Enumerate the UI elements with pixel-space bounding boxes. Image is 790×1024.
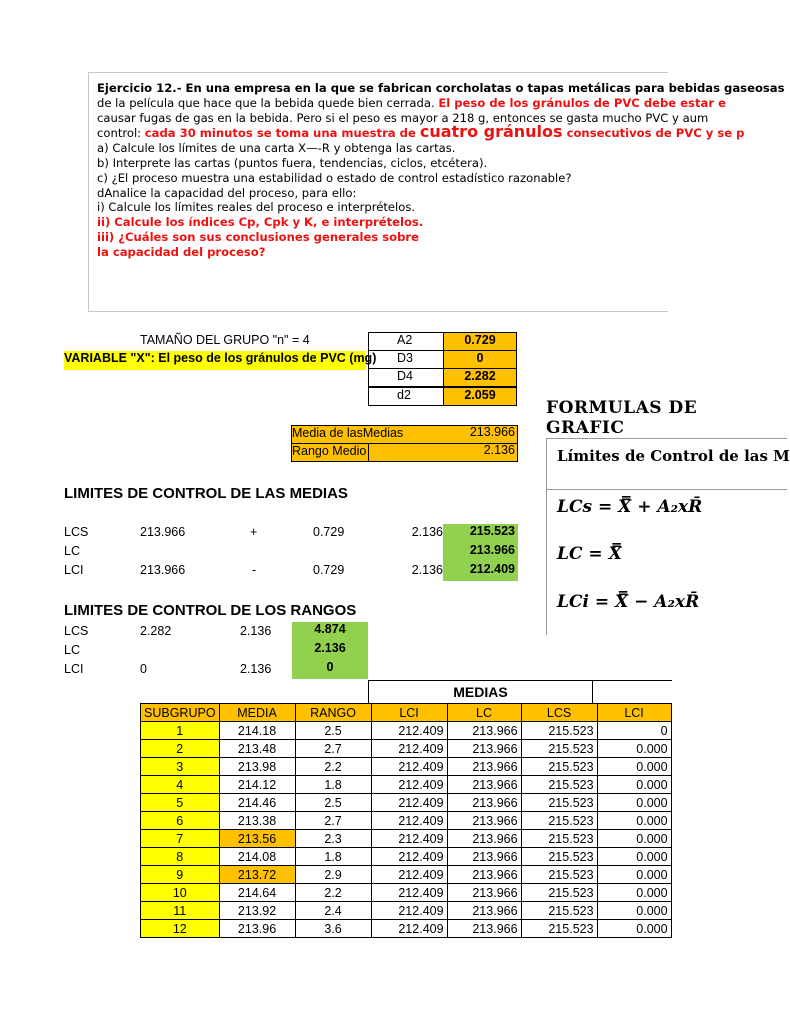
lci-rbar: 2.136 bbox=[411, 563, 443, 577]
table-row bbox=[141, 866, 672, 884]
media-cell: 214.08 bbox=[219, 848, 295, 866]
lci-cell: 212.409 bbox=[371, 830, 447, 848]
lci-cell: 212.409 bbox=[371, 902, 447, 920]
exercise-line: i) Calcule los límites reales del proceso e interprételos. bbox=[97, 200, 416, 215]
column-header: LCI bbox=[371, 704, 447, 722]
lci-base: 213.966 bbox=[140, 563, 186, 577]
lc-cell: 213.966 bbox=[447, 812, 521, 830]
rango-cell: 2.7 bbox=[295, 812, 371, 830]
range-lci-cell: 0.000 bbox=[597, 830, 671, 848]
lci-cell: 212.409 bbox=[371, 866, 447, 884]
table-body bbox=[141, 722, 672, 938]
media-cell: 213.92 bbox=[219, 902, 295, 920]
media-cell: 213.48 bbox=[219, 740, 295, 758]
subgroup-cell: 6 bbox=[141, 812, 220, 830]
lcs-cell: 215.523 bbox=[521, 794, 597, 812]
subgroup-cell: 9 bbox=[141, 866, 220, 884]
lcs-a2: 0.729 bbox=[313, 525, 345, 539]
column-header: SUBGRUPO bbox=[141, 704, 220, 722]
media-summary-label-a: Media de las bbox=[292, 426, 363, 440]
lc-cell: 213.966 bbox=[447, 902, 521, 920]
rango-cell: 2.2 bbox=[295, 884, 371, 902]
subgroup-cell: 12 bbox=[141, 920, 220, 938]
rango-summary-value: 2.136 bbox=[483, 443, 515, 457]
lcs-result: 215.523 bbox=[443, 524, 518, 543]
constant-value: 2.282 bbox=[443, 368, 517, 387]
table-row bbox=[141, 758, 672, 776]
rango-summary-label: Rango Medio bbox=[291, 443, 518, 462]
range-lci-cell: 0.000 bbox=[597, 740, 671, 758]
exercise-line: causar fugas de gas en la bebida. Pero si el peso es mayor a 218 g, entonces se gasta mucho PVC y aum bbox=[97, 110, 709, 125]
range-lci-cell: 0.000 bbox=[597, 902, 671, 920]
medias-group-header: MEDIAS bbox=[368, 680, 593, 704]
subgroup-cell: 1 bbox=[141, 722, 220, 740]
rango-cell: 2.3 bbox=[295, 830, 371, 848]
column-header: LCI bbox=[597, 704, 671, 722]
lc-cell: 213.966 bbox=[447, 884, 521, 902]
exercise-line bbox=[97, 122, 745, 142]
lci-operator: - bbox=[252, 563, 257, 577]
formulas-title: FORMULAS DE GRAFIC bbox=[546, 398, 698, 438]
exercise-line: b) Interprete las cartas (puntos fuera, tendencias, ciclos, etcétera). bbox=[97, 155, 488, 170]
range-lci-cell: 0.000 bbox=[597, 866, 671, 884]
constant-name: D4 bbox=[368, 368, 444, 387]
range-lci-label: LCI bbox=[64, 662, 84, 676]
lci-cell: 212.409 bbox=[371, 758, 447, 776]
media-cell: 213.98 bbox=[219, 758, 295, 776]
exercise-line: iii) ¿Cuáles son sus conclusiones generales sobre bbox=[97, 229, 420, 244]
constant-name: A2 bbox=[368, 332, 444, 351]
range-lci-cell: 0 bbox=[597, 722, 671, 740]
range-lci-cell: 0.000 bbox=[597, 758, 671, 776]
exercise-line: a) Calcule los límites de una carta X—-R y obtenga las cartas. bbox=[97, 141, 456, 156]
lci-cell: 212.409 bbox=[371, 812, 447, 830]
table-row bbox=[141, 830, 672, 848]
lci-cell: 212.409 bbox=[371, 740, 447, 758]
range-lci-cell: 0.000 bbox=[597, 812, 671, 830]
lc-cell: 213.966 bbox=[447, 848, 521, 866]
lcs-cell: 215.523 bbox=[521, 866, 597, 884]
lci-cell: 212.409 bbox=[371, 794, 447, 812]
media-cell: 213.72 bbox=[219, 866, 295, 884]
lcs-label: LCS bbox=[64, 525, 89, 539]
means-limits-title: LIMITES DE CONTROL DE LAS MEDIAS bbox=[64, 485, 348, 502]
lc-cell: 213.966 bbox=[447, 758, 521, 776]
table-row bbox=[141, 740, 672, 758]
range-lci-cell: 0.000 bbox=[597, 776, 671, 794]
range-lci-cell: 0.000 bbox=[597, 884, 671, 902]
range-lc-label: LC bbox=[64, 643, 80, 657]
formulas-divider bbox=[547, 489, 787, 490]
table-row bbox=[141, 794, 672, 812]
variable-label: VARIABLE "X": El peso de los gránulos de PVC (mg) bbox=[64, 351, 366, 370]
lci-cell: 212.409 bbox=[371, 776, 447, 794]
exercise-text: de la película que hace que la bebida quede bien cerrada. bbox=[97, 95, 439, 110]
exercise-line: dAnalice la capacidad del proceso, para ello: bbox=[97, 185, 357, 200]
lc-cell: 213.966 bbox=[447, 830, 521, 848]
exercise-highlight: El peso de los gránulos de PVC debe estar e bbox=[438, 95, 726, 110]
lc-cell: 213.966 bbox=[447, 920, 521, 938]
constant-value: 2.059 bbox=[443, 387, 517, 406]
exercise-line bbox=[97, 95, 726, 111]
formula-lci: LCi = X̿ − A₂xR̄ bbox=[557, 592, 700, 612]
table-row bbox=[141, 812, 672, 830]
column-header: RANGO bbox=[295, 704, 371, 722]
rango-cell: 1.8 bbox=[295, 776, 371, 794]
ranges-limits-title: LIMITES DE CONTROL DE LOS RANGOS bbox=[64, 602, 357, 619]
table-row bbox=[141, 902, 672, 920]
lcs-cell: 215.523 bbox=[521, 758, 597, 776]
group-header-spacer bbox=[592, 680, 672, 704]
range-lci-d3: 0 bbox=[140, 662, 147, 676]
media-cell: 214.46 bbox=[219, 794, 295, 812]
lcs-base: 213.966 bbox=[140, 525, 186, 539]
exercise-line: la capacidad del proceso? bbox=[97, 244, 266, 259]
exercise-statement bbox=[88, 72, 785, 312]
exercise-highlight: consecutivos de PVC y se p bbox=[562, 126, 745, 141]
formulas-subtitle: Límites de Control de las M bbox=[557, 447, 790, 465]
lc-label: LC bbox=[64, 544, 80, 558]
range-lcs-result: 4.874 bbox=[292, 622, 368, 641]
formulas-panel bbox=[546, 438, 790, 635]
media-summary-value: 213.966 bbox=[469, 425, 515, 439]
lc-result: 213.966 bbox=[443, 543, 518, 562]
constant-name: d2 bbox=[368, 387, 444, 406]
lci-label: LCI bbox=[64, 563, 84, 577]
lc-cell: 213.966 bbox=[447, 794, 521, 812]
exercise-highlight: cada 30 minutos se toma una muestra de bbox=[144, 126, 420, 141]
lci-cell: 212.409 bbox=[371, 848, 447, 866]
lcs-cell: 215.523 bbox=[521, 776, 597, 794]
range-lcs-label: LCS bbox=[64, 624, 89, 638]
group-size-label: TAMAÑO DEL GRUPO "n" = 4 bbox=[140, 333, 310, 347]
table-row bbox=[141, 848, 672, 866]
lc-cell: 213.966 bbox=[447, 866, 521, 884]
media-cell: 214.12 bbox=[219, 776, 295, 794]
subgroup-cell: 5 bbox=[141, 794, 220, 812]
constant-value: 0 bbox=[443, 350, 517, 369]
lci-a2: 0.729 bbox=[313, 563, 345, 577]
lcs-cell: 215.523 bbox=[521, 830, 597, 848]
table-row bbox=[141, 884, 672, 902]
media-cell: 214.64 bbox=[219, 884, 295, 902]
subgroup-cell: 10 bbox=[141, 884, 220, 902]
range-lci-cell: 0.000 bbox=[597, 794, 671, 812]
table-header-row bbox=[141, 704, 672, 722]
range-lcs-d4: 2.282 bbox=[140, 624, 172, 638]
lcs-cell: 215.523 bbox=[521, 812, 597, 830]
table-row bbox=[141, 722, 672, 740]
subgroup-cell: 8 bbox=[141, 848, 220, 866]
media-cell: 213.96 bbox=[219, 920, 295, 938]
range-lci-cell: 0.000 bbox=[597, 848, 671, 866]
range-lci-result: 0 bbox=[292, 660, 368, 679]
exercise-highlight: cuatro gránulos bbox=[419, 122, 563, 142]
subgroup-cell: 7 bbox=[141, 830, 220, 848]
column-header: LC bbox=[447, 704, 521, 722]
lci-result: 212.409 bbox=[443, 562, 518, 581]
range-lcs-rbar: 2.136 bbox=[240, 624, 272, 638]
lcs-cell: 215.523 bbox=[521, 740, 597, 758]
exercise-line: c) ¿El proceso muestra una estabilidad o estado de control estadístico razonable? bbox=[97, 170, 572, 185]
range-lci-cell: 0.000 bbox=[597, 920, 671, 938]
subgroup-cell: 2 bbox=[141, 740, 220, 758]
lci-cell: 212.409 bbox=[371, 722, 447, 740]
lc-cell: 213.966 bbox=[447, 776, 521, 794]
range-lci-rbar: 2.136 bbox=[240, 662, 272, 676]
rango-cell: 2.7 bbox=[295, 740, 371, 758]
subgroup-cell: 11 bbox=[141, 902, 220, 920]
formula-lc: LC = X̿ bbox=[557, 544, 622, 564]
column-header: MEDIA bbox=[219, 704, 295, 722]
rango-cell: 3.6 bbox=[295, 920, 371, 938]
rango-cell: 2.5 bbox=[295, 722, 371, 740]
rango-cell: 2.4 bbox=[295, 902, 371, 920]
lcs-cell: 215.523 bbox=[521, 722, 597, 740]
constant-name: D3 bbox=[368, 350, 444, 369]
media-cell: 213.38 bbox=[219, 812, 295, 830]
rango-cell: 1.8 bbox=[295, 848, 371, 866]
lcs-cell: 215.523 bbox=[521, 884, 597, 902]
media-cell: 214.18 bbox=[219, 722, 295, 740]
data-table bbox=[140, 703, 672, 938]
rango-cell: 2.9 bbox=[295, 866, 371, 884]
rango-cell: 2.5 bbox=[295, 794, 371, 812]
formula-lcs: LCs = X̿ + A₂xR̄ bbox=[557, 497, 703, 517]
exercise-line: Ejercicio 12.- En una empresa en la que se fabrican corcholatas o tapas metálicas para bebidas gaseosas bbox=[97, 81, 785, 95]
rango-cell: 2.2 bbox=[295, 758, 371, 776]
lc-cell: 213.966 bbox=[447, 722, 521, 740]
cell-divider bbox=[368, 443, 369, 462]
exercise-text: control: bbox=[97, 126, 145, 141]
media-summary-label-b: Medias bbox=[362, 426, 404, 440]
lcs-cell: 215.523 bbox=[521, 902, 597, 920]
table-row bbox=[141, 920, 672, 938]
lci-cell: 212.409 bbox=[371, 920, 447, 938]
lci-cell: 212.409 bbox=[371, 884, 447, 902]
constant-value: 0.729 bbox=[443, 332, 517, 351]
column-header: LCS bbox=[521, 704, 597, 722]
media-cell: 213.56 bbox=[219, 830, 295, 848]
lc-cell: 213.966 bbox=[447, 740, 521, 758]
lcs-rbar: 2.136 bbox=[411, 525, 443, 539]
exercise-line: ii) Calcule los índices Cp, Cpk y K, e interprételos. bbox=[97, 215, 424, 230]
table-row bbox=[141, 776, 672, 794]
lcs-cell: 215.523 bbox=[521, 848, 597, 866]
subgroup-cell: 4 bbox=[141, 776, 220, 794]
lcs-cell: 215.523 bbox=[521, 920, 597, 938]
subgroup-cell: 3 bbox=[141, 758, 220, 776]
range-lc-result: 2.136 bbox=[292, 641, 368, 660]
lcs-operator: + bbox=[250, 525, 258, 539]
